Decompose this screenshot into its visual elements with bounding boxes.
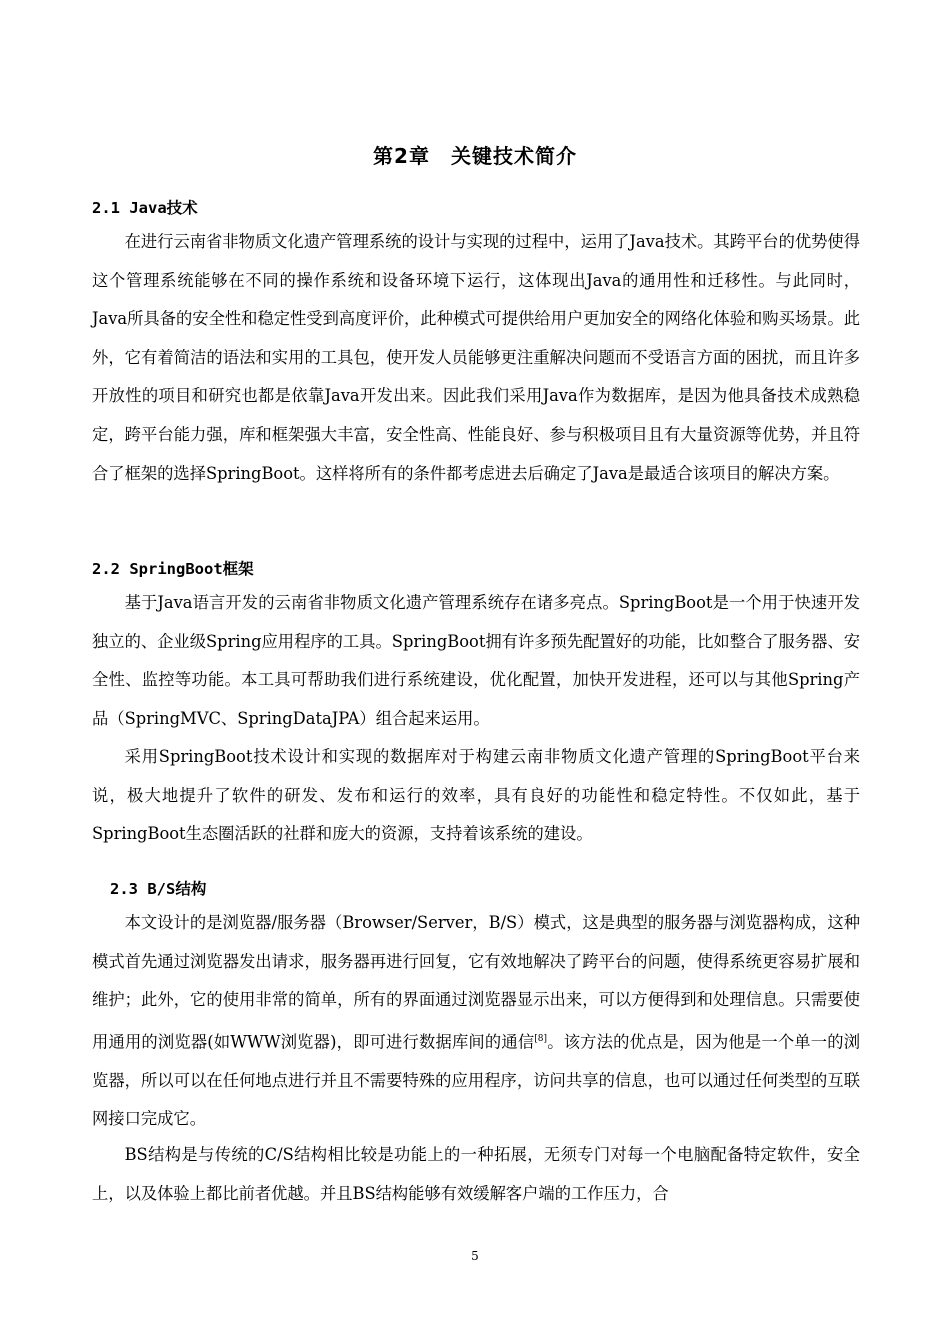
section-2-2-paragraph-2: 采用SpringBoot技术设计和实现的数据库对于构建云南非物质文化遗产管理的SpringBoot平台来说，极大地提升了软件的研发、发布和运行的效率，具有良好的功能性和稳定特性。不仅如此，基于SpringBoot生态圈活跃的社群和庞大的资源，支持着该系统的建设。 [92,747,860,844]
section-2-2-paragraph-1: 基于Java语言开发的云南省非物质文化遗产管理系统存在诸多亮点。SpringBoot是一个用于快速开发独立的、企业级Spring应用程序的工具。SpringBoot拥有许多预先配置好的功能，比如整合了服务器、安全性、监控等功能。本工具可帮助我们进行系统建设，优化配置，加快开发进程，还可以与其他Spring产品（SpringMVC、SpringDataJPA）组合起来运用。 [92,593,860,728]
page-number: 5 [471,1249,479,1263]
section-2-3-paragraph-2: BS结构是与传统的C/S结构相比较是功能上的一种拓展，无须专门对每一个电脑配备特定软件，安全上，以及体验上都比前者优越。并且BS结构能够有效缓解客户端的工作压力，合 [92,1145,860,1203]
section-heading-2-2: 2.2 SpringBoot框架 [92,560,254,578]
section-2-3-paragraph-1 [92,904,860,1139]
chapter-title: 第2章 关键技术简介 [373,144,577,168]
section-2-3-paragraph-1-text-b: 。该方法的优点是，因为他是一个单一的浏览器，所以可以在任何地点进行并且不需要特殊的应用程序，访问共享的信息，也可以通过任何类型的互联网接口完成它。 [92,1032,860,1129]
section-2-1-paragraph-1: 在进行云南省非物质文化遗产管理系统的设计与实现的过程中，运用了Java技术。其跨平台的优势使得这个管理系统能够在不同的操作系统和设备环境下运行，这体现出Java的通用性和迁移性。与此同时，Java所具备的安全性和稳定性受到高度评价，此种模式可提供给用户更加安全的网络化体验和购买场景。此外，它有着简洁的语法和实用的工具包，使开发人员能够更注重解决问题而不受语言方面的困扰，而且许多开放性的项目和研究也都是依靠Java开发出来。因此我们采用Java作为数据库，是因为他具备技术成熟稳定，跨平台能力强，库和框架强大丰富，安全性高、性能良好、参与积极项目且有大量资源等优势，并且符合了框架的选择SpringBoot。这样将所有的条件都考虑进去后确定了Java是最适合该项目的解决方案。 [92,232,860,483]
section-2-3-paragraph-1-text-a: 本文设计的是浏览器/服务器（Browser/Server，B/S）模式，这是典型的服务器与浏览器构成，这种模式首先通过浏览器发出请求，服务器再进行回复，它有效地解决了跨平台的问题，使得系统更容易扩展和维护；此外，它的使用非常的简单，所有的界面通过浏览器显示出来，可以方便得到和处理信息。只需要使用通用的浏览器(如WWW浏览器)，即可进行数据库间的通信 [92,913,860,1052]
section-heading-2-3: 2.3 B/S结构 [110,880,207,898]
section-heading-2-1: 2.1 Java技术 [92,199,198,217]
citation-reference: [8] [534,1033,548,1044]
